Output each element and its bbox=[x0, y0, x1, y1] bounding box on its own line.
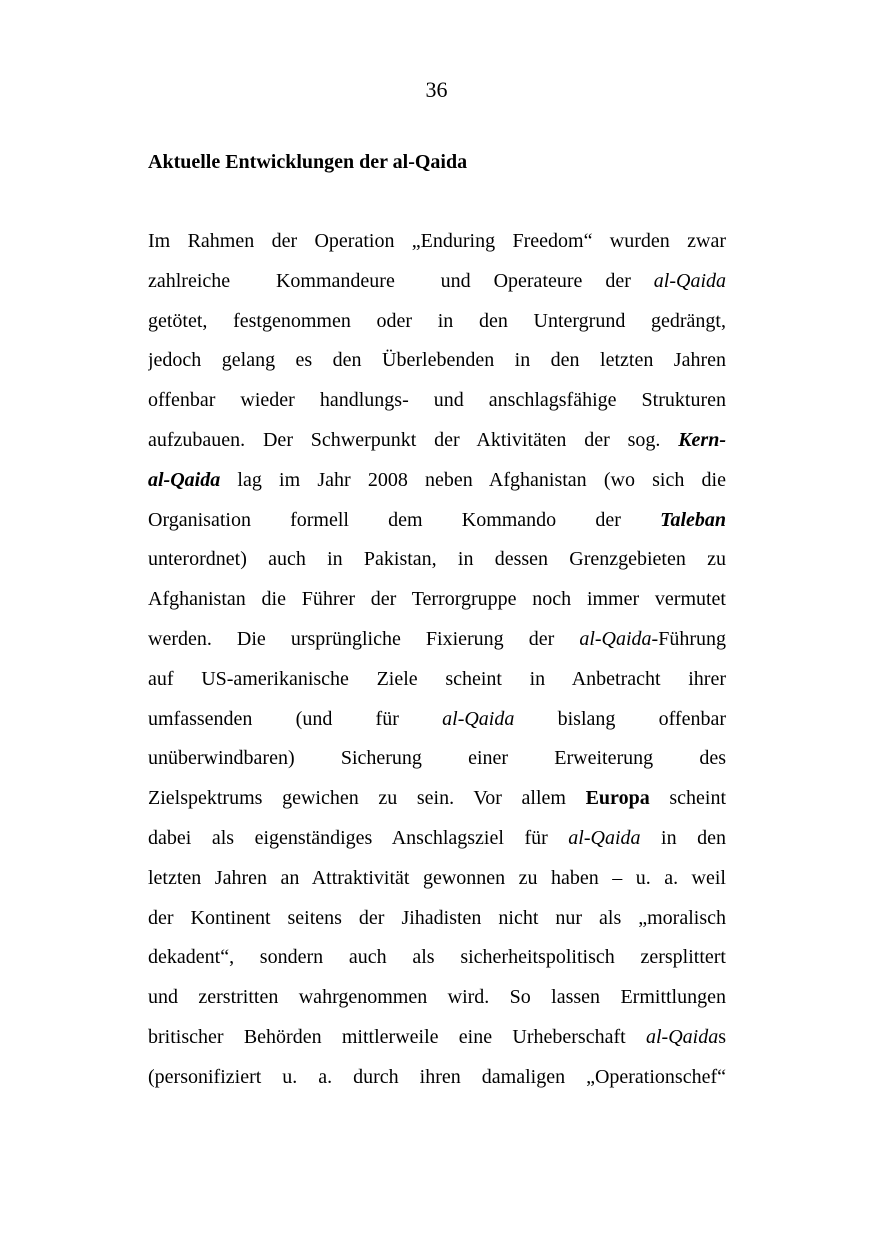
text-line bbox=[148, 938, 726, 978]
text-line bbox=[148, 540, 726, 580]
text-line bbox=[148, 341, 726, 381]
emphasized-term: al-Qaida bbox=[645, 1025, 719, 1048]
text-line bbox=[148, 262, 726, 302]
text-segment: letzten Jahren an Attraktivität gewonnen zu haben – u. a. weil bbox=[148, 866, 726, 889]
text-line bbox=[148, 739, 726, 779]
text-line bbox=[148, 978, 726, 1018]
emphasized-term: al-Qaida bbox=[568, 826, 641, 849]
text-segment: umfassenden (und für bbox=[148, 707, 443, 730]
text-segment: bislang offenbar bbox=[514, 707, 726, 730]
text-line bbox=[148, 1018, 726, 1058]
text-segment: scheint bbox=[649, 787, 726, 810]
emphasized-term: al-Qaida bbox=[579, 627, 652, 650]
emphasized-term: al-Qaida bbox=[442, 707, 515, 730]
text-segment: Afghanistan die Führer der Terrorgruppe noch immer vermutet bbox=[148, 588, 726, 611]
text-segment: -Führung bbox=[651, 627, 726, 650]
text-line bbox=[148, 421, 726, 461]
page-number: 36 bbox=[425, 77, 448, 102]
text-line bbox=[148, 700, 726, 740]
text-segment: unüberwindbaren) Sicherung einer Erweiterung des bbox=[148, 747, 726, 770]
text-segment: s bbox=[718, 1025, 726, 1048]
text-segment: aufzubauen. Der Schwerpunkt der Aktivitäten der sog. bbox=[148, 428, 679, 451]
text-segment: der Kontinent seitens der Jihadisten nicht nur als „moralisch bbox=[148, 906, 726, 929]
text-line bbox=[148, 779, 726, 819]
text-line bbox=[148, 580, 726, 620]
text-segment: Zielspektrums gewichen zu sein. Vor allem bbox=[148, 787, 586, 810]
text-segment: Im Rahmen der Operation „Enduring Freedom“ wurden zwar bbox=[148, 230, 726, 252]
emphasized-term: al-Qaida bbox=[653, 269, 726, 292]
text-line bbox=[148, 899, 726, 939]
text-line bbox=[148, 461, 726, 501]
text-segment: und zerstritten wahrgenommen wird. So lassen Ermittlungen bbox=[148, 986, 726, 1009]
text-line bbox=[148, 660, 726, 700]
text-segment: zahlreiche Kommandeure und Operateure der bbox=[148, 269, 654, 292]
text-line bbox=[148, 222, 726, 262]
text-line bbox=[148, 819, 726, 859]
text-segment: jedoch gelang es den Überlebenden in den letzten Jahren bbox=[148, 349, 726, 372]
text-segment: offenbar wieder handlungs- und anschlagsfähige Strukturen bbox=[148, 389, 726, 412]
text-segment: lag im Jahr 2008 neben Afghanistan (wo sich die bbox=[220, 468, 726, 491]
text-line bbox=[148, 302, 726, 342]
text-segment: Organisation formell dem Kommando der bbox=[148, 508, 661, 531]
text-segment: werden. Die ursprüngliche Fixierung der bbox=[148, 627, 580, 650]
text-line bbox=[148, 381, 726, 421]
text-segment: dabei als eigenständiges Anschlagsziel für bbox=[148, 826, 569, 849]
emphasized-term: Taleban bbox=[660, 508, 726, 531]
emphasized-term: Europa bbox=[585, 787, 650, 810]
text-segment: unterordnet) auch in Pakistan, in dessen Grenzgebieten zu bbox=[148, 548, 726, 571]
emphasized-term: al-Qaida bbox=[148, 468, 221, 491]
text-line bbox=[148, 1058, 726, 1098]
text-segment: getötet, festgenommen oder in den Untergrund gedrängt, bbox=[148, 309, 726, 332]
emphasized-term: Kern- bbox=[678, 428, 726, 451]
text-segment: in den bbox=[640, 826, 726, 849]
text-line bbox=[148, 620, 726, 660]
text-segment: (personifiziert u. a. durch ihren damaligen „Operationschef“ bbox=[148, 1065, 726, 1088]
text-line bbox=[148, 501, 726, 541]
text-segment: britischer Behörden mittlerweile eine Urheberschaft bbox=[148, 1025, 646, 1048]
section-heading: Aktuelle Entwicklungen der al-Qaida bbox=[148, 151, 468, 173]
text-line bbox=[148, 859, 726, 899]
text-segment: dekadent“, sondern auch als sicherheitspolitisch zersplittert bbox=[148, 946, 726, 969]
body-paragraph bbox=[148, 222, 726, 1098]
text-segment: auf US-amerikanische Ziele scheint in Anbetracht ihrer bbox=[148, 667, 726, 690]
